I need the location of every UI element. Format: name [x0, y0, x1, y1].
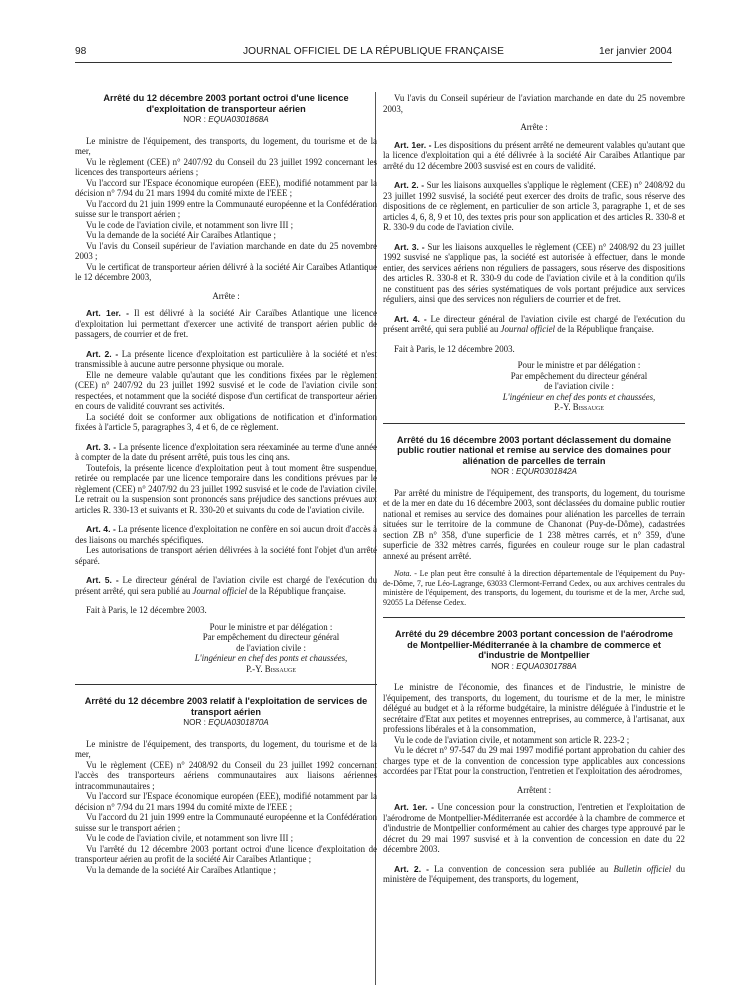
nor-label: NOR :	[183, 718, 206, 727]
journal-title: JOURNAL OFFICIEL DE LA RÉPUBLIQUE FRANÇAISE	[242, 46, 505, 57]
article-text: de la République française.	[557, 324, 654, 334]
article-4	[383, 314, 685, 335]
article-title: Arrêté du 12 décembre 2003 relatif à l'exploitation de services de transport aérien	[84, 696, 368, 717]
arrete-declassement	[383, 435, 685, 608]
arrete-services-transport-continued	[383, 93, 685, 413]
article-text: Les dispositions du présent arrêté ne demeurent valables qu'autant que la licence d'exploitation qui a été délivrée à la société Air Caraïbes Atlantique par arrêté du 12 décembre 2003 susvisé est en cours de validité.	[383, 139, 685, 171]
article-label: Art. 1er. -	[394, 139, 432, 150]
visa-paragraph: Vu le code de l'aviation civile, et notamment son livre III ;	[86, 219, 294, 230]
intro-paragraph: Le ministre de l'économie, des finances et de l'industrie, le ministre de l'équipement, des transports, du logement, du tourisme et de la mer, le ministre délégué au budget et à la réforme budgétaire, la ministre déléguée à l'industrie et le secrétaire d'Etat aux petites et moyennes entreprises, au commerce, à l'artisanat, aux professions libérales et à la consommation,	[383, 682, 685, 735]
nota-text: - Le plan peut être consulté à la direction départementale de l'équipement du Puy-de-Dôme, 7, rue Léo-Lagrange, 63033 Clermont-Ferrand Cedex, ou aux archives centrales du ministère de l'équipement, des transports, du logement, du tourisme et de la mer, Arche sud, 92055 La Défense Cedex.	[383, 569, 686, 607]
section-separator	[383, 617, 685, 618]
article-2	[383, 864, 685, 885]
article-text: Il est délivré à la société Air Caraïbes Atlantique une licence d'exploitation lui permettant d'exercer une activité de transport aérien public de passagers, de courrier et de fret.	[75, 308, 377, 339]
article-text: Une concession pour la construction, l'entretien et l'exploitation de l'aérodrome de Montpellier-Méditerranée est accordée à la chambre de commerce et d'industrie de Montpellier conformément au cahier des charges type approuvé par le décret du 29 mai 1997 susvisé et à la convention de concession en date du 22 décembre 2003.	[383, 802, 685, 855]
section-separator	[383, 423, 685, 424]
article-3	[383, 242, 685, 305]
issue-date: 1er janvier 2004	[598, 46, 672, 57]
article-1	[383, 802, 685, 855]
visa-paragraph: Vu le règlement (CEE) n° 2407/92 du Conseil du 23 juillet 1992 concernant les licences des transporteurs aériens ;	[75, 156, 377, 177]
signature-line: Par empêchement du directeur général	[510, 370, 648, 381]
header-rule	[75, 62, 672, 63]
article-label: Art. 4. -	[86, 524, 116, 534]
nota-label: Nota.	[394, 569, 412, 578]
nor-code: EQUA0301788A	[516, 661, 577, 671]
bulletin-officiel-ref: Bulletin officiel	[613, 863, 672, 874]
signature-block	[75, 622, 377, 675]
article-text: Le directeur général de l'aviation civile est chargé de l'exécution du présent arrêté, qui sera publié au	[383, 313, 686, 334]
article-text: Sur les liaisons auxquelles le règlement (CEE) n° 2408/92 du 23 juillet 1992 susvisé ne s'applique pas, la société est autorisée à effectuer, dans le monde entier, des services aériens non réguliers de passagers, sous réserve des dispositions des articles R. 330-8 et R. 330-9 du code de l'aviation civile et à la condition qu'ils ne constituent pas des séries systématiques de vols portant préjudice aux services réguliers, ainsi que des services non réguliers de courrier et de fret.	[383, 241, 685, 304]
visa-paragraph: Vu la demande de la société Air Caraïbes Atlantique ;	[86, 230, 276, 240]
nor-reference	[75, 718, 377, 729]
nor-code: EQUA0301868A	[208, 115, 269, 124]
nor-label: NOR :	[491, 661, 514, 671]
visa-paragraph: Vu l'avis du Conseil supérieur de l'aviation marchande en date du 25 novembre 2003 ;	[75, 240, 377, 261]
arrete-licence-exploitation	[75, 93, 377, 674]
signature-title: L'ingénieur en chef des ponts et chaussées,	[194, 653, 348, 663]
article-text: du ministère de l'équipement, des transports, du logement,	[383, 863, 686, 885]
nor-label: NOR :	[183, 115, 206, 124]
article-label: Art. 2. -	[394, 180, 425, 190]
article-text: Sur les liaisons auxquelles s'applique le règlement (CEE) n° 2408/92 du 23 juillet 1992 susvisé, la société peut exercer des droits de trafic, sous réserve des dispositions de ce règlement, en particulier de son article 3, paragraphe 1, et de ses articles 4, 6, 8, 9 et 10, des textes pris pour son application et des articles R. 330-8 et R. 330-9 du code de l'aviation civile.	[383, 180, 686, 232]
signatory-name: P.-Y. Bissauge	[553, 402, 605, 412]
visa-paragraph: Vu l'accord du 21 juin 1999 entre la Communauté européenne et la Confédération suisse sur le transport aérien ;	[75, 812, 377, 833]
article-2-para-3: La société doit se conformer aux obligations de notification et d'information fixées à l'article 5, paragraphes 3, 4 et 6, de ce règlement.	[75, 411, 377, 432]
signature-line: de l'aviation civile :	[236, 642, 306, 653]
article-text: Le directeur général de l'aviation civile est chargé de l'exécution du présent arrêté, qui sera publié au	[75, 575, 378, 596]
journal-officiel-ref: Journal officiel	[192, 585, 248, 596]
visa-paragraph: Vu l'avis du Conseil supérieur de l'aviation marchande en date du 25 novembre 2003,	[383, 93, 685, 114]
article-2	[383, 180, 685, 233]
signature-line: Par empêchement du directeur général	[202, 632, 340, 642]
left-column	[75, 93, 377, 875]
body-paragraph: Par arrêté du ministre de l'équipement, des transports, du logement, du tourisme et de la mer en date du 16 décembre 2003, sont déclassées du domaine public routier national et remises au service des domaines pour aliénation les parcelles de terrain situées sur le territoire de la commune de Chanonat (Puy-de-Dôme), cadastrées section ZB n° 358, d'une superficie de 1 238 mètres carrés, et n° 359, d'une superficie de 332 mètres carrés, figurées en couleur rouge sur le plan cadastral annexé au présent arrêté.	[383, 487, 685, 561]
article-label: Art. 2. -	[394, 863, 430, 874]
article-1	[75, 308, 377, 340]
nota-note	[383, 569, 685, 607]
article-label: Art. 3. -	[86, 441, 117, 452]
article-2	[75, 349, 377, 370]
nor-reference	[383, 467, 685, 478]
article-title: Arrêté du 29 décembre 2003 portant concession de l'aérodrome de Montpellier-Méditerranée à la chambre de commerce et d'industrie de Montpellier	[395, 629, 673, 661]
visa-paragraph: Vu la demande de la société Air Caraïbes Atlantique ;	[86, 864, 276, 875]
page-number: 98	[75, 46, 87, 57]
article-text: La présente licence d'exploitation est particulière à la société et n'est transmissible à aucune autre personne physique ou morale.	[75, 348, 377, 369]
article-text: La convention de concession sera publiée au	[434, 863, 609, 874]
nor-reference	[383, 662, 685, 673]
article-4	[75, 524, 377, 545]
article-text: de la République française.	[249, 585, 346, 596]
nor-reference	[75, 115, 377, 126]
signature-place-date: Fait à Paris, le 12 décembre 2003.	[394, 343, 515, 354]
article-text: La présente licence d'exploitation ne confère en soi aucun droit d'accès à des liaisons ou marchés spécifiques.	[75, 524, 378, 545]
visa-paragraph: Vu l'accord sur l'Espace économique européen (EEE), modifié notamment par la décision n° 7/94 du 21 mars 1994 du comité mixte de l'EEE ;	[75, 177, 377, 198]
article-label: Art. 3. -	[394, 241, 425, 252]
journal-officiel-ref: Journal officiel	[500, 324, 556, 334]
arrete-concession-aerodrome	[383, 629, 685, 885]
arrete-label: Arrêtent :	[516, 784, 552, 795]
visa-paragraph: Vu le code de l'aviation civile, et notamment son livre III ;	[86, 833, 294, 843]
visa-paragraph: Vu le décret n° 97-547 du 29 mai 1997 modifié portant approbation du cahier des charges type et de la convention de concession type applicables aux concessions accordées par l'Etat pour la construction, l'entretien et l'exploitation des aérodromes,	[383, 745, 685, 777]
nor-label: NOR :	[490, 467, 514, 476]
article-2-para-2: Elle ne demeure valable qu'autant que les conditions fixées par le règlement (CEE) n° 2407/92 du 23 juillet 1992 susvisé et le code de l'aviation civile sont respectées, et notamment que la société dispose d'un certificat de transporteur aérien en cours de validité couvrant ses activités.	[75, 369, 377, 411]
article-3	[75, 442, 377, 463]
section-separator	[75, 684, 377, 685]
article-5	[75, 575, 377, 596]
visa-paragraph: Vu l'arrêté du 12 décembre 2003 portant octroi d'une licence d'exploitation de transporteur aérien au profit de la société Air Caraïbes Atlantique ;	[75, 843, 377, 864]
intro-paragraph: Le ministre de l'équipement, des transports, du logement, du tourisme et de la mer,	[75, 135, 377, 156]
visa-paragraph: Vu le certificat de transporteur aérien délivré à la société Air Caraïbes Atlantique le 12 décembre 2003,	[75, 261, 377, 282]
signature-block	[383, 360, 685, 413]
article-1	[383, 140, 685, 172]
visa-paragraph: Vu le code de l'aviation civile, et notamment son article R. 223-2 ;	[394, 734, 630, 745]
arrete-label: Arrête :	[212, 290, 240, 301]
signature-line: Pour le ministre et par délégation :	[209, 621, 333, 632]
nor-code: EQUR0301842A	[516, 467, 578, 476]
signature-line: Pour le ministre et par délégation :	[517, 360, 641, 370]
visa-paragraph: Vu l'accord du 21 juin 1999 entre la Communauté européenne et la Confédération suisse sur le transport aérien ;	[75, 198, 377, 219]
signature-title: L'ingénieur en chef des ponts et chaussées,	[502, 391, 656, 402]
article-label: Art. 5. -	[86, 575, 119, 585]
visa-paragraph: Vu le règlement (CEE) n° 2408/92 du Conseil du 23 juillet 1992 concernant l'accès des transporteurs aériens communautaires aux liaisons aériennes intracommunautaires ;	[75, 759, 377, 791]
article-label: Art. 1er. -	[394, 802, 434, 813]
intro-paragraph: Le ministre de l'équipement, des transports, du logement, du tourisme et de la mer,	[75, 738, 377, 759]
arrete-services-transport	[75, 696, 377, 875]
article-4-para-2: Les autorisations de transport aérien délivrées à la société font l'objet d'un arrêté séparé.	[75, 545, 377, 566]
right-column	[383, 93, 685, 885]
visa-paragraph: Vu l'accord sur l'Espace économique européen (EEE), modifié notamment par la décision n° 7/94 du 21 mars 1994 du comité mixte de l'EEE ;	[75, 791, 377, 812]
article-title: Arrêté du 12 décembre 2003 portant octroi d'une licence d'exploitation de transporteur aérien	[103, 93, 349, 114]
article-label: Art. 2. -	[86, 348, 119, 359]
article-label: Art. 1er. -	[86, 308, 129, 318]
nor-code: EQUA0301870A	[208, 718, 269, 727]
article-text: La présente licence d'exploitation sera réexaminée au terme d'une année à compter de la date du présent arrêté, puis tous les cinq ans.	[75, 441, 378, 462]
article-3-para-2: Toutefois, la présente licence d'exploitation peut à tout moment être suspendue, retirée ou remplacée par une licence temporaire dans les conditions prévues par le règlement (CEE) n° 2407/92 du 23 juillet 1992 susvisé et le code de l'aviation civile. Le retrait ou la suspension sont prononcés sans préjudice des sanctions prévues aux articles R. 330-13 et suivants et R. 330-20 et suivants du code de l'aviation civile.	[75, 462, 377, 515]
arrete-label: Arrête :	[520, 122, 548, 132]
signature-line: de l'aviation civile :	[544, 381, 614, 391]
signature-place-date: Fait à Paris, le 12 décembre 2003.	[86, 605, 207, 615]
article-label: Art. 4. -	[394, 313, 427, 324]
article-title: Arrêté du 16 décembre 2003 portant déclassement du domaine public routier national et remise au service des domaines pour aliénation de parcelles de terrain	[396, 434, 672, 466]
signatory-name: P.-Y. Bissauge	[245, 663, 297, 674]
